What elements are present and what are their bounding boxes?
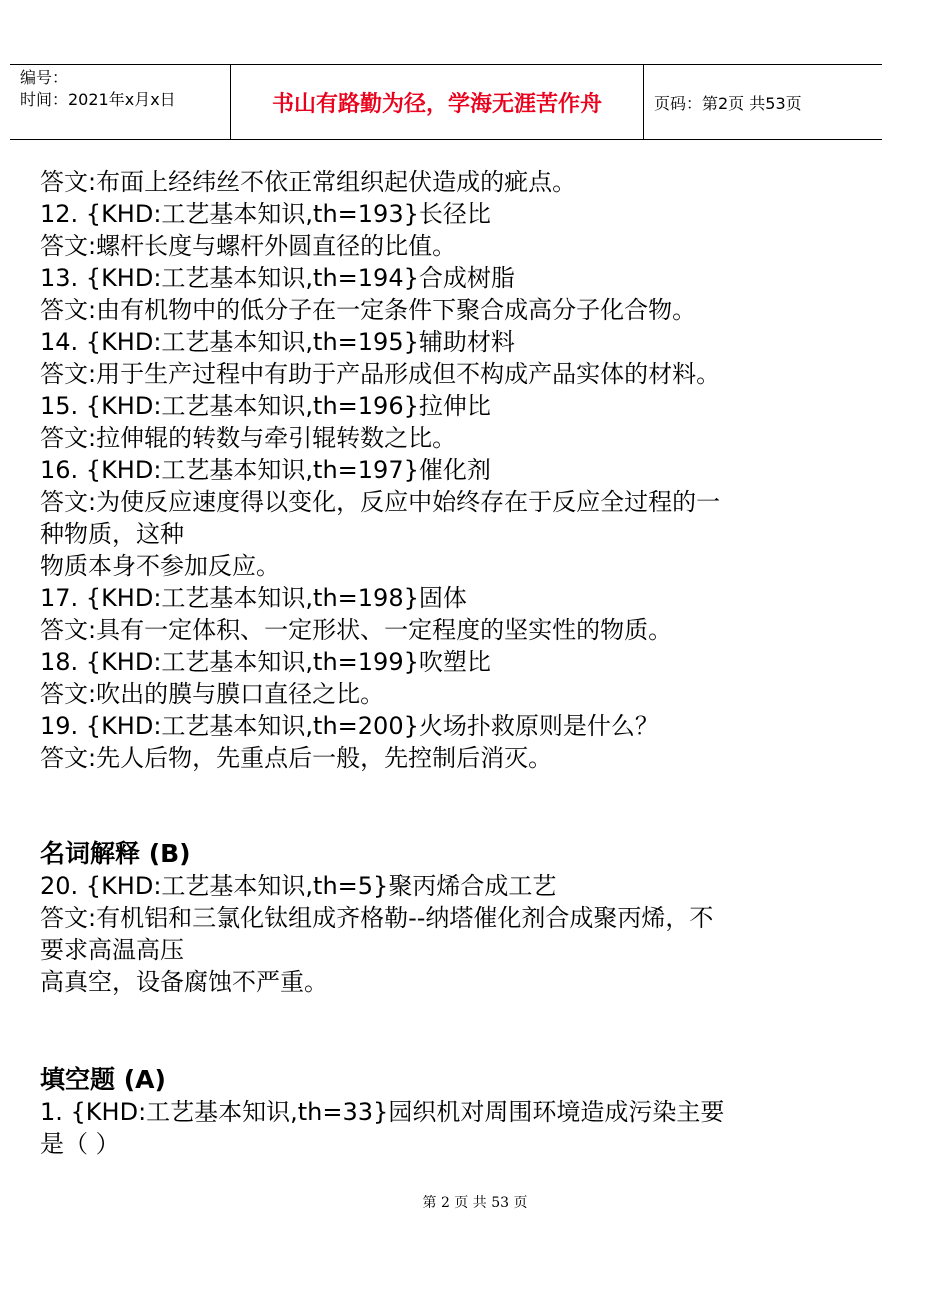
text-line: 种物质，这种 xyxy=(40,520,184,548)
question-line: 18. {KHD:工艺基本知识,th=199}吹塑比 xyxy=(40,648,491,676)
text-line: 答文:先人后物，先重点后一般，先控制后消灭。 xyxy=(40,744,553,772)
section-title-b: 名词解释 (B) xyxy=(40,839,191,868)
question-line: 15. {KHD:工艺基本知识,th=196}拉伸比 xyxy=(40,392,491,420)
section-title-a: 填空题 (A) xyxy=(40,1065,166,1094)
question-line: 20. {KHD:工艺基本知识,th=5}聚丙烯合成工艺 xyxy=(40,872,557,900)
question-line: 13. {KHD:工艺基本知识,th=194}合成树脂 xyxy=(40,264,515,292)
page-info: 页码：第2页 共53页 xyxy=(654,93,802,113)
text-line: 要求高温高压 xyxy=(40,936,184,964)
question-line: 17. {KHD:工艺基本知识,th=198}固体 xyxy=(40,584,467,612)
text-line: 答文:具有一定体积、一定形状、一定程度的坚实性的物质。 xyxy=(40,616,673,644)
text-line: 是（ ） xyxy=(40,1130,120,1158)
text-line: 物质本身不参加反应。 xyxy=(40,552,280,580)
motto-text: 书山有路勤为径，学海无涯苦作舟 xyxy=(271,91,602,117)
text-line: 答文:为使反应速度得以变化，反应中始终存在于反应全过程的一 xyxy=(40,488,721,516)
section-spacer xyxy=(40,774,860,838)
question-line: 12. {KHD:工艺基本知识,th=193}长径比 xyxy=(40,200,491,228)
text-line: 高真空，设备腐蚀不严重。 xyxy=(40,968,328,996)
text-line: 答文:由有机物中的低分子在一定条件下聚合成高分子化合物。 xyxy=(40,296,697,324)
number-label: 编号： xyxy=(20,68,69,87)
question-line: 1. {KHD:工艺基本知识,th=33}园织机对周围环境造成污染主要 xyxy=(40,1098,725,1126)
text-line: 答文:螺杆长度与螺杆外圆直径的比值。 xyxy=(40,232,457,260)
question-line: 14. {KHD:工艺基本知识,th=195}辅助材料 xyxy=(40,328,515,356)
question-line: 16. {KHD:工艺基本知识,th=197}催化剂 xyxy=(40,456,491,484)
footer-page-number: 第 2 页 共 53 页 xyxy=(422,1195,528,1211)
header-meta-cell xyxy=(10,65,231,139)
text-line: 答文:吹出的膜与膜口直径之比。 xyxy=(40,680,385,708)
time-label: 时间：2021年x月x日 xyxy=(20,90,176,109)
section-spacer xyxy=(40,998,860,1064)
question-line: 19. {KHD:工艺基本知识,th=200}火场扑救原则是什么？ xyxy=(40,712,659,740)
text-line: 答文:拉伸辊的转数与牵引辊转数之比。 xyxy=(40,424,457,452)
text-line: 答文:用于生产过程中有助于产品形成但不构成产品实体的材料。 xyxy=(40,360,721,388)
page-footer xyxy=(0,1192,950,1212)
text-line: 答文:布面上经纬丝不依正常组织起伏造成的疵点。 xyxy=(40,168,577,196)
header-motto-cell xyxy=(231,65,644,139)
header-page-cell xyxy=(644,65,882,139)
text-line: 答文:有机铝和三氯化钛组成齐格勒--纳塔催化剂合成聚丙烯，不 xyxy=(40,904,714,932)
document-body xyxy=(40,166,860,1160)
document-header xyxy=(10,64,882,140)
